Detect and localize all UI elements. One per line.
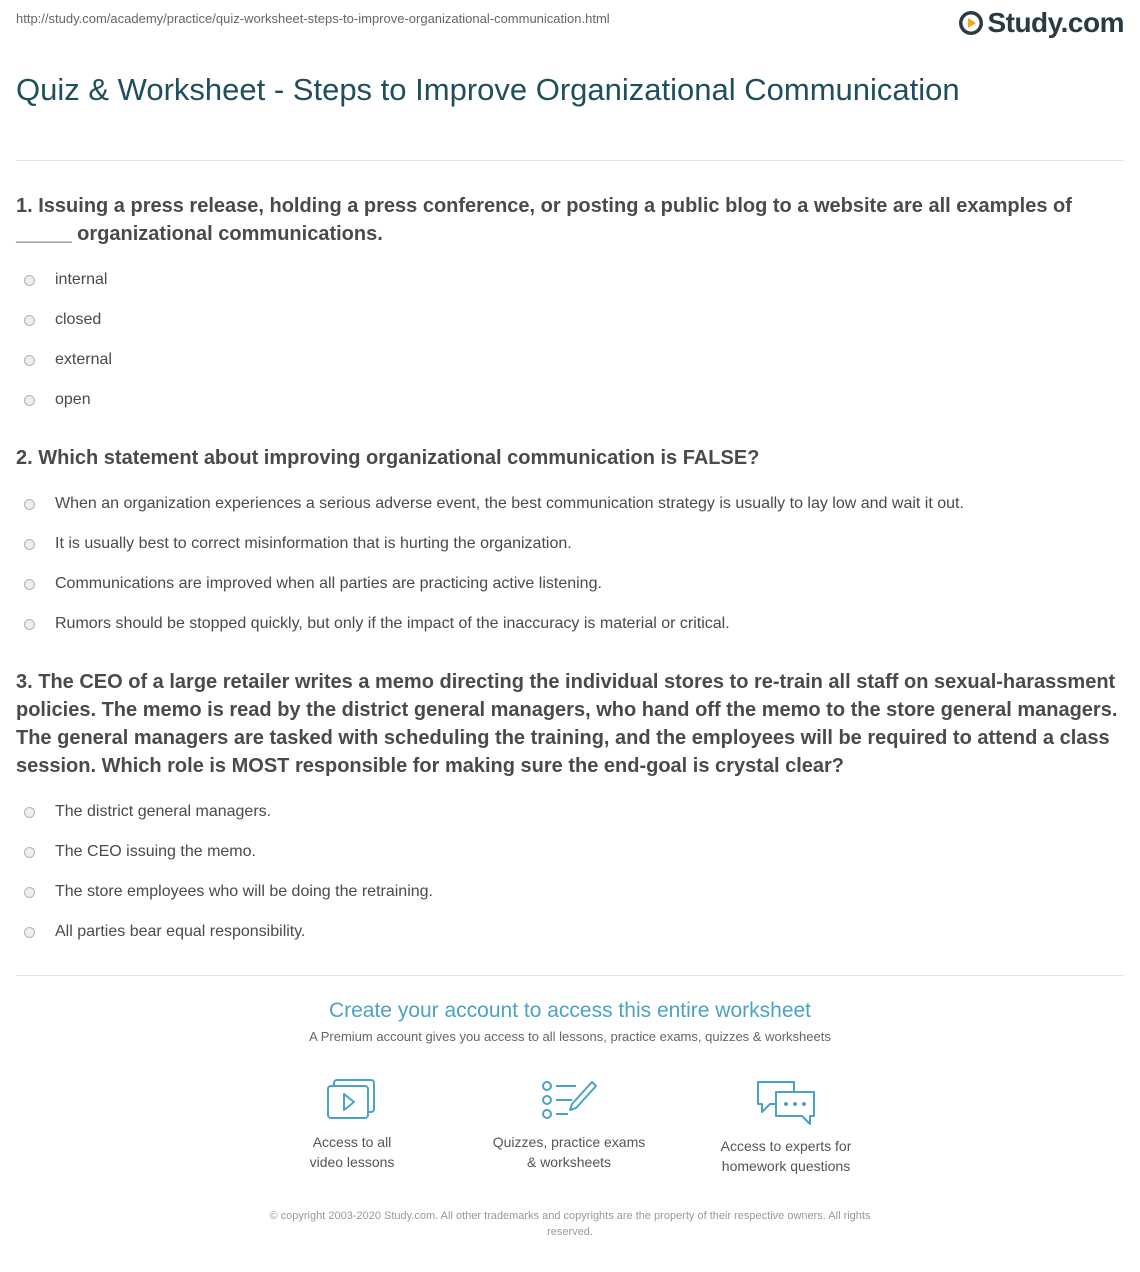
question-text: 2. Which statement about improving organizational communication is FALSE? [16, 447, 760, 469]
question-3 [16, 668, 1124, 952]
question-1 [16, 192, 1124, 420]
copyright-line2: reserved. [547, 1226, 593, 1238]
premium-features [0, 1078, 1140, 1178]
answer-option[interactable] [16, 872, 1124, 912]
cta-subtitle: A Premium account gives you access to all lessons, practice exams, quizzes & worksheets [309, 1029, 831, 1044]
answer-option[interactable] [16, 380, 1124, 420]
page-url: http://study.com/academy/practice/quiz-worksheet-steps-to-improve-organizational-communication.html [16, 11, 610, 26]
signup-cta [0, 997, 1140, 1044]
answer-label: All parties bear equal responsibility. [55, 923, 306, 940]
radio-button[interactable] [24, 499, 35, 510]
answer-label: closed [55, 311, 102, 328]
answer-label: The district general managers. [55, 803, 272, 820]
answer-option[interactable] [16, 832, 1124, 872]
answer-label: internal [55, 271, 108, 288]
answer-label: open [55, 391, 91, 408]
answer-option[interactable] [16, 912, 1124, 952]
answer-label: Rumors should be stopped quickly, but only if the impact of the inaccuracy is material or critical. [55, 615, 730, 632]
quiz-checklist-icon [540, 1078, 598, 1122]
feature-experts [686, 1078, 886, 1176]
radio-button[interactable] [24, 887, 35, 898]
radio-button[interactable] [24, 579, 35, 590]
video-lessons-icon [326, 1078, 378, 1122]
answer-label: The store employees who will be doing the retraining. [55, 883, 433, 900]
feature-label-line1: Access to experts for [720, 1138, 852, 1154]
top-bar [16, 0, 1124, 42]
copyright-line1: © copyright 2003-2020 Study.com. All other trademarks and copyrights are the property of their respective owners. All rights [269, 1210, 871, 1222]
answer-option[interactable] [16, 604, 1124, 644]
feature-label-line2: video lessons [309, 1154, 395, 1170]
radio-button[interactable] [24, 847, 35, 858]
radio-button[interactable] [24, 275, 35, 286]
copyright-footer [210, 1208, 930, 1240]
feature-video-lessons [252, 1078, 452, 1172]
answer-option[interactable] [16, 484, 1124, 524]
study-logo[interactable] [958, 6, 1124, 40]
question-text: 3. The CEO of a large retailer writes a memo directing the individual stores to re-train all staff on sexual-harassment policies. The memo is read by the district general managers, who hand off the memo to the store general managers. The general managers are tasked with scheduling the training, and the employees will be required to attend a class session. Which role is MOST responsible for making sure the end-goal is crystal clear? [16, 671, 1118, 777]
radio-button[interactable] [24, 315, 35, 326]
answer-label: Communications are improved when all parties are practicing active listening. [55, 575, 602, 592]
content-divider [16, 975, 1124, 976]
radio-button[interactable] [24, 927, 35, 938]
radio-button[interactable] [24, 539, 35, 550]
answer-label: When an organization experiences a serious adverse event, the best communication strategy is usually to lay low and wait it out. [55, 495, 964, 512]
answer-label: The CEO issuing the memo. [55, 843, 256, 860]
answer-option[interactable] [16, 260, 1124, 300]
question-text: 1. Issuing a press release, holding a press conference, or posting a public blog to a website are all examples of _____ organizational communications. [16, 195, 1072, 245]
cta-title-link[interactable]: Create your account to access this entire worksheet [328, 999, 812, 1022]
feature-label [252, 1132, 452, 1172]
feature-label-line2: homework questions [721, 1158, 851, 1174]
answer-option[interactable] [16, 792, 1124, 832]
feature-label [469, 1132, 669, 1172]
page-title: Quiz & Worksheet - Steps to Improve Organizational Communication [16, 72, 960, 107]
feature-label [686, 1136, 886, 1176]
answer-option[interactable] [16, 340, 1124, 380]
feature-label-line1: Quizzes, practice exams [492, 1134, 646, 1150]
play-logo-icon [958, 10, 984, 36]
chat-bubbles-icon [754, 1078, 818, 1126]
answer-option[interactable] [16, 300, 1124, 340]
answer-option[interactable] [16, 524, 1124, 564]
answer-label: It is usually best to correct misinformation that is hurting the organization. [55, 535, 572, 552]
logo-text: Study.com [987, 7, 1124, 38]
answer-label: external [55, 351, 112, 368]
answer-option[interactable] [16, 564, 1124, 604]
radio-button[interactable] [24, 619, 35, 630]
feature-quizzes [469, 1078, 669, 1172]
title-divider [16, 160, 1124, 161]
feature-label-line2: & worksheets [526, 1154, 612, 1170]
radio-button[interactable] [24, 355, 35, 366]
feature-label-line1: Access to all [312, 1134, 392, 1150]
radio-button[interactable] [24, 807, 35, 818]
radio-button[interactable] [24, 395, 35, 406]
question-2 [16, 444, 1124, 644]
